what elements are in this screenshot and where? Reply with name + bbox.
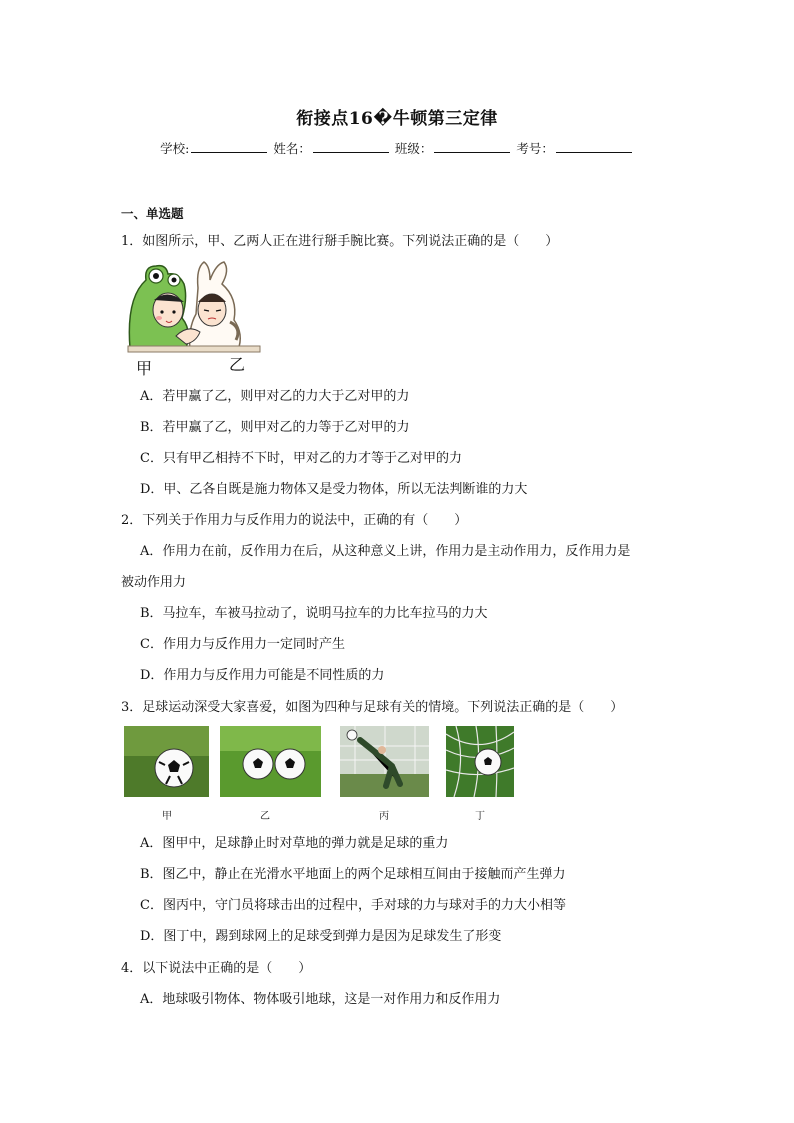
q2-option-d[interactable]: D．作用力与反作用力可能是不同性质的力 [140, 668, 385, 683]
school-blank[interactable] [191, 140, 267, 153]
name-blank[interactable] [313, 140, 389, 153]
photo-two-balls [220, 726, 321, 797]
figure-label-yi: 乙 [229, 355, 246, 374]
name-label: 姓名： [273, 141, 311, 156]
q2-option-c[interactable]: C．作用力与反作用力一定同时产生 [140, 637, 345, 652]
photo-goalkeeper [340, 726, 429, 797]
class-blank[interactable] [434, 140, 510, 153]
q2-option-b[interactable]: B．马拉车，车被马拉动了，说明马拉车的力比车拉马的力大 [140, 606, 488, 621]
q2-option-a-line2[interactable]: 被动作用力 [121, 575, 187, 590]
question-4-stem: 4．以下说法中正确的是（ ） [121, 961, 312, 976]
q3-option-d[interactable]: D．图丁中，踢到球网上的足球受到弹力是因为足球发生了形变 [140, 929, 502, 944]
q1-option-b[interactable]: B．若甲赢了乙，则甲对乙的力等于乙对甲的力 [140, 420, 410, 435]
photo-ball-in-net [446, 726, 514, 797]
question-3-stem: 3．足球运动深受大家喜爱，如图为四种与足球有关的情境。下列说法正确的是（ ） [121, 700, 624, 715]
q3-option-b[interactable]: B．图乙中，静止在光滑水平地面上的两个足球相互间由于接触而产生弹力 [140, 867, 566, 882]
caption-jia: 甲 [162, 811, 172, 822]
q4-option-a[interactable]: A．地球吸引物体、物体吸引地球，这是一对作用力和反作用力 [140, 992, 501, 1007]
caption-yi: 乙 [260, 811, 270, 822]
question-2-stem: 2．下列关于作用力与反作用力的说法中，正确的有（ ） [121, 513, 468, 528]
q1-option-c[interactable]: C．只有甲乙相持不下时，甲对乙的力才等于乙对甲的力 [140, 451, 462, 466]
q1-option-d[interactable]: D．甲、乙各自既是施力物体又是受力物体，所以无法判断谁的力大 [140, 482, 528, 497]
photo-ball-on-grass [124, 726, 209, 797]
goalkeeper-save-image [340, 726, 429, 797]
q2-option-a-line1[interactable]: A．作用力在前，反作用力在后，从这种意义上讲，作用力是主动作用力，反作用力是 [140, 544, 631, 559]
two-soccer-balls-image [220, 726, 321, 797]
q3-option-c[interactable]: C．图丙中，守门员将球击出的过程中，手对球的力与球对手的力大小相等 [140, 898, 566, 913]
q3-option-a[interactable]: A．图甲中，足球静止时对草地的弹力就是足球的重力 [140, 836, 449, 851]
soccer-ball-grass-image [124, 726, 209, 797]
section-heading: 一、单选题 [121, 206, 184, 221]
class-label: 班级： [394, 141, 433, 156]
caption-bing: 丙 [379, 811, 389, 822]
question-1-stem: 1．如图所示，甲、乙两人正在进行掰手腕比赛。下列说法正确的是（ ） [121, 234, 559, 249]
number-blank[interactable] [556, 140, 632, 153]
caption-ding: 丁 [475, 811, 485, 822]
school-label: 学校: [160, 141, 190, 156]
ball-in-net-image [446, 726, 514, 797]
number-label: 考号： [516, 141, 554, 156]
student-info-line [0, 139, 794, 157]
q1-option-a[interactable]: A．若甲赢了乙，则甲对乙的力大于乙对甲的力 [140, 389, 410, 404]
page-title: 衔接点16�牛顿第三定律 [296, 109, 498, 129]
figure-label-jia: 甲 [136, 359, 153, 378]
